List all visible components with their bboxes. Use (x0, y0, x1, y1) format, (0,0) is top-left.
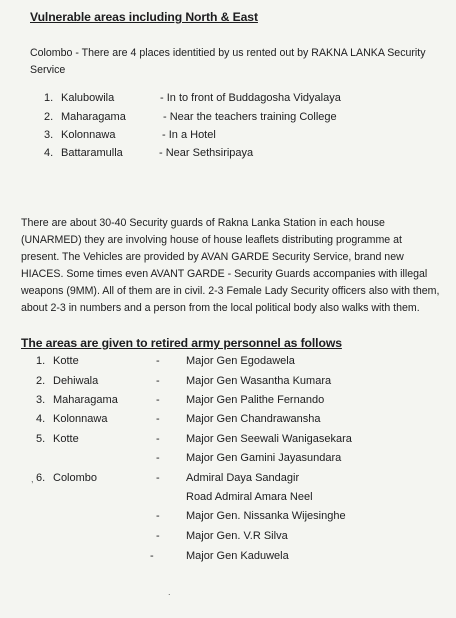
item-dash: - (156, 433, 160, 445)
item-name: Major Gen Palithe Fernando (186, 394, 325, 406)
item-area: Kotte (53, 355, 79, 367)
item-dash: - (156, 375, 160, 387)
item-place: Battaramulla (61, 147, 123, 159)
item-place: Kolonnawa (61, 129, 116, 141)
item-name: Major Gen Wasantha Kumara (186, 375, 332, 387)
item-name: Admiral Daya Sandagir (186, 472, 300, 484)
item-name: Major Gen Chandrawansha (186, 413, 321, 425)
item-dash: - (156, 413, 160, 425)
item-name: Major Gen Egodawela (186, 355, 295, 367)
item-area: Maharagama (53, 394, 118, 406)
item-description: - In a Hotel (162, 129, 216, 141)
item-description: - Near the teachers training College (163, 111, 337, 123)
item-place: Maharagama (61, 111, 126, 123)
item-area: Colombo (53, 472, 98, 484)
item-name: Major Gen. Nissanka Wijesinghe (186, 510, 346, 522)
item-number: 6. (36, 472, 46, 484)
item-dash: - (156, 394, 160, 406)
item-number: 4. (44, 147, 54, 159)
item-number: 1. (44, 92, 54, 104)
item-number: 1. (36, 355, 46, 367)
stray-mark: , (31, 474, 34, 484)
item-area: Kotte (53, 433, 79, 445)
item-dash: - (156, 452, 160, 464)
item-name: Major Gen Gamini Jayasundara (186, 452, 342, 464)
item-number: 3. (36, 394, 46, 406)
item-name: Major Gen Seewali Wanigasekara (186, 433, 352, 445)
item-dash: - (156, 472, 160, 484)
item-number: 2. (36, 375, 46, 387)
item-number: 5. (36, 433, 46, 445)
item-description: - In to front of Buddagosha Vidyalaya (160, 92, 341, 104)
item-description: - Near Sethsiripaya (159, 147, 254, 159)
item-place: Kalubowila (61, 92, 115, 104)
item-number: 4. (36, 413, 46, 425)
stray-mark: . (168, 587, 171, 597)
heading-retired-personnel: The areas are given to retired army personnel as follows (21, 336, 342, 350)
item-dash: - (156, 355, 160, 367)
item-name: Major Gen Kaduwela (186, 550, 289, 562)
item-dash: - (150, 550, 154, 562)
item-area: Dehiwala (53, 375, 99, 387)
item-dash: - (156, 510, 160, 522)
item-number: 2. (44, 111, 54, 123)
item-number: 3. (44, 129, 54, 141)
item-dash: - (156, 530, 160, 542)
intro-paragraph: Colombo - There are 4 places identitied by us rented out by RAKNA LANKA Security Service (30, 47, 426, 76)
item-name: Major Gen. V.R Silva (186, 530, 288, 542)
heading-vulnerable-areas: Vulnerable areas including North & East (30, 10, 258, 24)
item-name: Road Admiral Amara Neel (186, 491, 313, 503)
item-area: Kolonnawa (53, 413, 108, 425)
body-paragraph: There are about 30-40 Security guards of Rakna Lanka Station in each house (UNARMED) they are involving house of house leaflets distributing programme at present. The Vehicles are provided by AVAN GARDE Security Service, brand new HIACES. Some times even AVANT GARDE - Security Guards accompanies with illegal weapons (9MM). All of them are in civil. 2-3 Female Lady Security officers also with them, about 2-3 in numbers and a person from the local political body also walks with them. (21, 217, 440, 314)
